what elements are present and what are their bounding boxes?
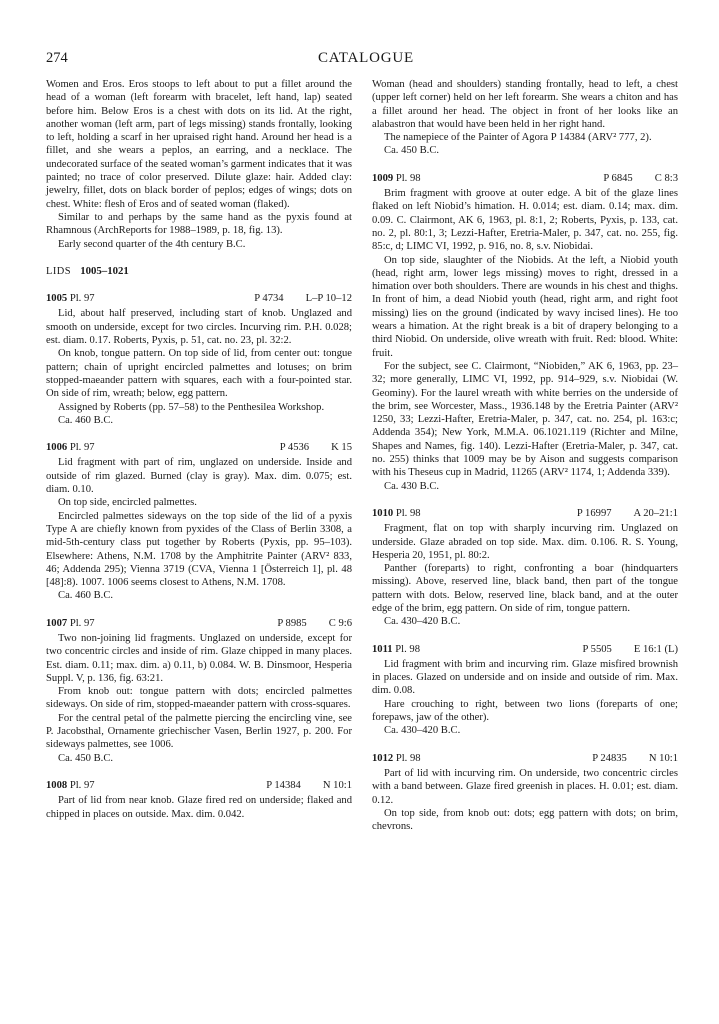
- section-range: 1005–1021: [80, 264, 129, 277]
- entry-number: 1005: [46, 293, 68, 305]
- catalogue-entry-1010: [372, 507, 678, 629]
- catalogue-entry-1005: [46, 292, 352, 427]
- entry-number: 1011: [372, 643, 393, 655]
- entry-number: 1006: [46, 442, 68, 454]
- inventory-number: P 24835: [592, 752, 627, 764]
- catalogue-entry-1008: [46, 779, 352, 821]
- entry-number: 1012: [372, 752, 394, 764]
- entry-paragraph: Part of lid from near knob. Glaze fired red on underside; flaked and chipped in places on outside. Max. dim. 0.042.: [46, 795, 352, 820]
- entry-date: Ca. 430–420 B.C.: [384, 616, 461, 628]
- inventory-number: P 4734: [254, 293, 284, 305]
- deposit-location: K 15: [331, 442, 352, 454]
- deposit-location: C 9:6: [328, 617, 352, 629]
- entry-number: 1009: [372, 172, 394, 184]
- namepiece-note: The namepiece of the Painter of Agora P 14384 (ARV² 777, 2).: [384, 132, 652, 144]
- plate-ref: Pl. 98: [395, 172, 421, 184]
- entry-heading: [372, 643, 678, 656]
- entry-paragraph: For the subject, see C. Clairmont, “Niobiden,” AK 6, 1963, pp. 23–32; more generally, LIMC VI, 1992, pp. 914–929, s.v. Niobidai (W. Geominy). For the laurel wreath with white berries on the underside of the brim, see Worcester, Mass., 1936.148 by the Eretria Painter (ARV² 1250, 33; Lezzi-Hafter, Eretria-Maler, p. 347, cat. no. 254, pl. 163:c; Addenda 354); New York, M.M.A. 06.1021.119 (Richter and Milne, Shapes and Names, fig. 140). Lezzi-Hafter (Eretria-Maler, p. 347, cat. no. 255) thinks that 1009 may be by Aison and suggests comparison with his Theseus cup in Madrid, 11265 (ARV² 1174, 1; Addenda 339).: [372, 360, 678, 479]
- catalogue-entry-1009: [372, 172, 678, 493]
- entry-date: Ca. 460 B.C.: [58, 590, 114, 602]
- right-column: [372, 78, 678, 833]
- entry-number: 1007: [46, 617, 68, 629]
- entry-heading: [372, 507, 678, 520]
- inventory-number: P 6845: [603, 172, 633, 184]
- comparison-note: Similar to and perhaps by the same hand as the pyxis found at Rhamnous (ArchReports for 1988–1989, p. 18, fig. 13).: [46, 211, 352, 237]
- entry-paragraph: For the central petal of the palmette piercing the encircling vine, see P. Jacobsthal, Ornamente griechischer Vasen, Berlin 1927, p. 200. For sideways palmettes, see 1006.: [46, 712, 352, 751]
- entry-date: Ca. 450 B.C.: [58, 752, 114, 764]
- deposit-location: A 20–21:1: [633, 507, 678, 519]
- entry-heading: [46, 779, 352, 792]
- left-column: [46, 78, 352, 821]
- entry-heading: [46, 617, 352, 630]
- entry-date: Ca. 450 B.C.: [384, 145, 440, 157]
- inventory-number: P 16997: [576, 507, 612, 519]
- catalogue-entry-1011: [372, 643, 678, 738]
- catalogue-entry-1012: [372, 752, 678, 834]
- inventory-number: P 4536: [279, 442, 310, 454]
- entry-heading: [46, 441, 352, 454]
- deposit-location: N 10:1: [648, 752, 678, 764]
- entry-paragraph: Encircled palmettes sideways on the top side of the lid of a pyxis Type A are chiefly known from pyxides of the Class of Berlin 3308, a mid-5th-century class put together by Roberts (Pyxis, pp. 95–103). Elsewhere: Athens, N.M. 1708 by the Amphitrite Painter (ARV² 833, 46; Addenda 295); Vienna 3719 (CVA, Vienna 1 [Österreich 1], pl. 48 [48]:8). 1007. 1006 seems closest to Athens, N.M. 1708.: [46, 510, 352, 589]
- entry-paragraph: Fragment, flat on top with sharply incurving rim. Unglazed on underside. Glaze abraded on top side. Max. dim. 0.106. R. S. Young, Hesperia 20, 1951, pl. 80:2.: [372, 523, 678, 561]
- page-header: [46, 50, 686, 70]
- plate-ref: Pl. 97: [69, 293, 95, 305]
- entry-paragraph: On top side, from knob out: dots; egg pattern with dots; on brim, chevrons.: [372, 807, 678, 833]
- plate-ref: Pl. 97: [69, 779, 95, 791]
- plate-ref: Pl. 98: [395, 507, 421, 519]
- section-heading: [46, 265, 352, 278]
- inventory-number: P 5505: [582, 643, 612, 655]
- continued-description: Woman (head and shoulders) standing frontally, head to left, a chest (upper left corner) held on her left forearm. She wears a chiton and has a fillet around her head. The object in front of her looks like an alabastron that would have been held in her right hand.: [372, 79, 678, 130]
- entry-paragraph: From knob out: tongue pattern with dots; encircled palmettes sideways. On side of rim, stopped-maeander pattern with cross-squares.: [46, 686, 352, 711]
- plate-ref: Pl. 98: [395, 643, 420, 655]
- entry-heading: [372, 172, 678, 185]
- inventory-number: P 8985: [277, 617, 307, 629]
- deposit-location: E 16:1 (L): [633, 643, 678, 655]
- entry-paragraph: On top side, slaughter of the Niobids. At the left, a Niobid youth (head, right arm, lower legs missing) moves to right, dressed in a himation over both shoulders. There are wounds in his chest and thighs. In front of him, a dead Niobid youth (head, right arm, and right foot missing) lies on the ground (indicated by wavy incised lines). He too wears a himation. At the right break is a bit of drapery belonging to a third Niobid. On underside, olive wreath with fruit. Red: blood. White: fruit.: [372, 254, 678, 359]
- deposit-location: C 8:3: [654, 172, 678, 184]
- plate-ref: Pl. 97: [69, 617, 95, 629]
- inventory-number: P 14384: [266, 779, 301, 791]
- catalogue-entry-1006: [46, 441, 352, 603]
- entry-number: 1010: [372, 507, 394, 519]
- entry-paragraph: Hare crouching to right, between two lions (foreparts of one; forepaws, jaw of the other).: [372, 698, 678, 724]
- entry-number: 1008: [46, 779, 68, 791]
- entry-heading: [46, 292, 352, 305]
- catalogue-entry-1007: [46, 617, 352, 765]
- deposit-location: L–P 10–12: [305, 293, 352, 305]
- entry-paragraph: On knob, tongue pattern. On top side of lid, from center out: tongue pattern; chain of upright encircled palmettes and lotuses; on brim stopped-maeander pattern with squares, each with a four-pointed star. On side of rim, wreath; below, egg pattern.: [46, 348, 352, 400]
- entry-paragraph: Lid fragment with brim and incurving rim. Glaze misfired brownish in places. Glazed on underside and on inside and outside of rim. Max. dim. 0.08.: [372, 658, 678, 697]
- entry-date: Ca. 430–420 B.C.: [384, 725, 461, 737]
- date-note: Early second quarter of the 4th century B.C.: [58, 238, 246, 250]
- entry-paragraph: Brim fragment with groove at outer edge. A bit of the glaze lines flaked on left Niobid’s himation. H. 0.014; est. diam. 0.14; max. dim. 0.09. C. Clairmont, AK 6, 1963, pl. 8:1, 2; Roberts, Pyxis, p. 133, cat. no. 2, pl. 80:1, 3; Lezzi-Hafter, Eretria-Maler, p. 347, cat. no. 255, fig. 85:c, d; LIMC VI, 1992, p. 916, no. 8, s.v. Niobidai.: [372, 188, 678, 253]
- deposit-location: N 10:1: [322, 779, 352, 791]
- plate-ref: Pl. 98: [395, 752, 421, 764]
- entry-date: Ca. 460 B.C.: [58, 414, 114, 426]
- entry-paragraph: Two non-joining lid fragments. Unglazed on underside, except for two concentric circles and inside of rim. Glaze chipped in many places. Est. diam. 0.11; max. dim. a) 0.11, b) 0.084. W. B. Dinsmoor, Hesperia Suppl. V, p. 136, fig. 63:21.: [46, 632, 352, 684]
- entry-paragraph: Assigned by Roberts (pp. 57–58) to the Penthesilea Workshop.: [58, 401, 325, 413]
- entry-paragraph: Lid fragment with part of rim, unglazed on underside. Inside and outside of rim glazed. Burned (clay is gray). Max. dim. 0.075; est. diam. 0.10.: [46, 457, 352, 496]
- entry-heading: [372, 752, 678, 765]
- entry-paragraph: Panther (foreparts) to right, confronting a boar (hindquarters missing). Above, reserved line, black band, then part of the tongue pattern with dots. Below, reserved line, black band, and at the outer edge of the brim, egg pattern. On side of rim, tongue pattern.: [372, 563, 678, 614]
- continued-description: Women and Eros. Eros stoops to left about to put a fillet around the head of a woman (left forearm with bracelet, left hand, lap) seated before him. Below Eros is a chest with dots on its lid. At the right, another woman (left arm, part of legs missing) stands frontally, looking to left, holding a scarf in her upraised right hand. Around her head is a fillet, and she wears a peplos, an earring, and a necklace. The undecorated surface of the seated woman’s garment indicates that it was painted; no trace of color preserved. Dilute glaze: hair. Added clay: jewelry, fillet, dots on black border of peplos; edges of wings; dots on chest. White: flesh of Eros and of seated woman (flaked).: [46, 79, 352, 210]
- entry-paragraph: Lid, about half preserved, including start of knob. Unglazed and smooth on underside, except for two circles. Incurving rim. P.H. 0.028; est. diam. 0.17. Roberts, Pyxis, p. 51, cat. no. 23, pl. 32:2.: [46, 308, 352, 347]
- entry-paragraph: On top side, encircled palmettes.: [58, 497, 197, 509]
- section-label: LIDS: [46, 265, 72, 277]
- running-title: CATALOGUE: [318, 50, 414, 66]
- entry-paragraph: Part of lid with incurving rim. On underside, two concentric circles with a band between. Glaze fired greenish in places. H. 0.01; est. diam. 0.12.: [372, 767, 678, 806]
- page-number: 274: [46, 50, 68, 66]
- entry-date: Ca. 430 B.C.: [384, 480, 440, 492]
- plate-ref: Pl. 97: [69, 442, 95, 454]
